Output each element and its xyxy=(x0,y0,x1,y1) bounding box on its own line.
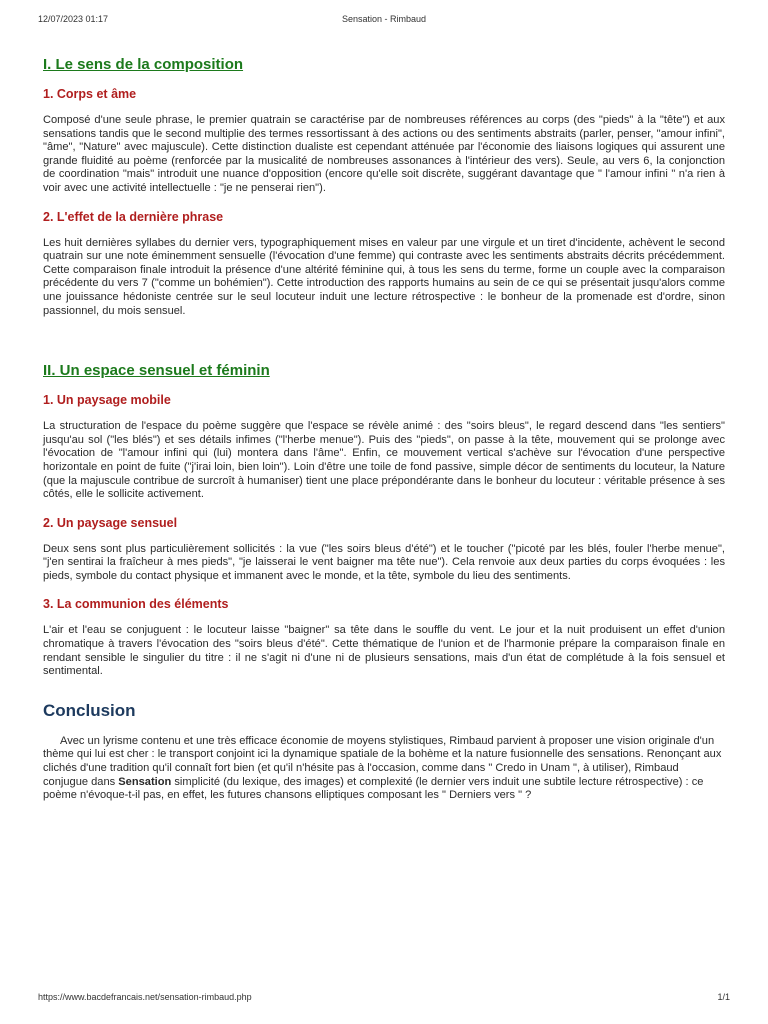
page-number: 1/1 xyxy=(717,992,730,1002)
conclusion-text-before: Avec un lyrisme contenu et une très efficace économie de moyens stylistiques, Rimbaud parvient à proposer une vision originale d'un thème qui lui est cher : le transport conjoint ici la dynamique spatiale de la bohème et la nature fusionnelle des sensations. Renonçant aux clichés d'une tradition qu'il connaît fort bien (et qu'il n'hésite pas à l'occasion, comme dans " Credo in Unam ", à utiliser), Rimbaud conjugue dans xyxy=(43,734,722,788)
conclusion-bold-title: Sensation xyxy=(118,775,172,788)
part1-sub2-heading: 2. L'effet de la dernière phrase xyxy=(43,209,224,224)
conclusion-heading: Conclusion xyxy=(43,700,136,720)
document-content xyxy=(43,56,725,803)
part2-sub2-paragraph: Deux sens sont plus particulièrement sollicités : la vue ("les soirs bleus d'été") et le toucher ("picoté par les blés, fouler l'herbe menue", "j'en sentirai la fraîcheur à mes pieds", "je laisserai le vent baigner ma tête nue"). Cela renvoie aux deux parties du corps évoquées : les pieds, symbole du contact physique et immanent avec le monde, et la tête, symbole du lieu des sentiments. xyxy=(43,542,725,582)
part2-sub3-paragraph: L'air et l'eau se conjuguent : le locuteur laisse "baigner" sa tête dans le souffle du vent. Le jour et la nuit produisent un effet d'union chromatique à travers l'évocation des "soirs bleus d'été". Cette thématique de l'union et de l'harmonie prépare la comparaison finale en rendant sensible le singulier du titre : il ne s'agit ni d'une ni de plusieurs sensations, mais d'un état de complétude à la fois sensuel et sentimental. xyxy=(43,624,725,678)
part2-sub3-heading: 3. La communion des éléments xyxy=(43,597,229,612)
part2-sub1-paragraph: La structuration de l'espace du poème suggère que l'espace se révèle animé : des "soirs bleus", le regard descend dans "les sentiers" jusqu'au sol ("les blés") et ses détails infimes ("l'herbe menue"). Puis des "pieds", on passe à la tête, mouvement qui se prolonge avec l'évocation de "l'amour infini qui (lui) montera dans l'âme". Enfin, ce mouvement vertical s'achève sur l'évocation d'une perspective horizontale en point de fuite ("j'irai loin, bien loin"). Loin d'être une toile de fond passive, simple décor de sentiments du locuteur, la Nature (que la majuscule contribue de surcroît à humaniser) tient une place prépondérante dans le bonheur du locuteur : véritable présence à ses côtés, elle le sollicite activement. xyxy=(43,420,725,501)
part1-sub1-paragraph: Composé d'une seule phrase, le premier quatrain se caractérise par de nombreuses références au corps (des "pieds" à la "tête") et aux sensations tandis que le second multiplie des termes ressortissant à des actions ou des sentiments abstraits (parler, penser, "amour infini", "âme", "Nature" avec majuscule). Cette distinction dualiste est cependant atténuée par l'économie des liaisons logiques qui assurent une grande fluidité au poème (renforcée par la musicalité de nombreuses assonances à l'intérieur des vers). Seule, au vers 6, la conjonction de coordination "mais" introduit une nuance d'opposition (encore qu'elle soit discrète, suggérant davantage que " l'amour infini " n'a rien à voir avec une activité intellectuelle : "je ne penserai rien"). xyxy=(43,114,725,194)
conclusion-paragraph xyxy=(43,735,725,803)
source-url: https://www.bacdefrancais.net/sensation-rimbaud.php xyxy=(38,992,252,1002)
part1-heading: I. Le sens de la composition xyxy=(43,56,244,73)
part2-sub2-heading: 2. Un paysage sensuel xyxy=(43,515,178,530)
part2-heading: II. Un espace sensuel et féminin xyxy=(43,362,270,380)
print-date: 12/07/2023 01:17 xyxy=(38,14,109,24)
conclusion-text-after: simplicité (du lexique, des images) et complexité (le dernier vers induit une subtile lecture rétrospective) : ce poème n'évoque-t-il pas, en effet, les futures chansons elliptiques composant les " Derniers vers " ? xyxy=(43,775,704,802)
part2-sub1-heading: 1. Un paysage mobile xyxy=(43,393,171,408)
print-title: Sensation - Rimbaud xyxy=(341,14,427,24)
part1-sub1-heading: 1. Corps et âme xyxy=(43,87,137,101)
part1-sub2-paragraph: Les huit dernières syllabes du dernier vers, typographiquement mises en valeur par une virgule et un tiret d'incidente, achèvent le second quatrain sur une note éminemment sensuelle (l'évocation d'une femme) qui contraste avec les sentiments abstraits décrits précédemment. Cette comparaison finale introduit la présence d'une altérité féminine qui, à tous les sens du terme, forme un couple avec la comparaison précédente du vers 7 ("comme un bohémien"). Cette introduction des rapports humains au sein de ce qui se présentait jusqu'alors comme une jouissance hédoniste centrée sur le seul locuteur induit une lecture rétrospective : le bonheur de la promenade est d'ordre, sinon passionnel, du mois sensuel. xyxy=(43,236,725,317)
